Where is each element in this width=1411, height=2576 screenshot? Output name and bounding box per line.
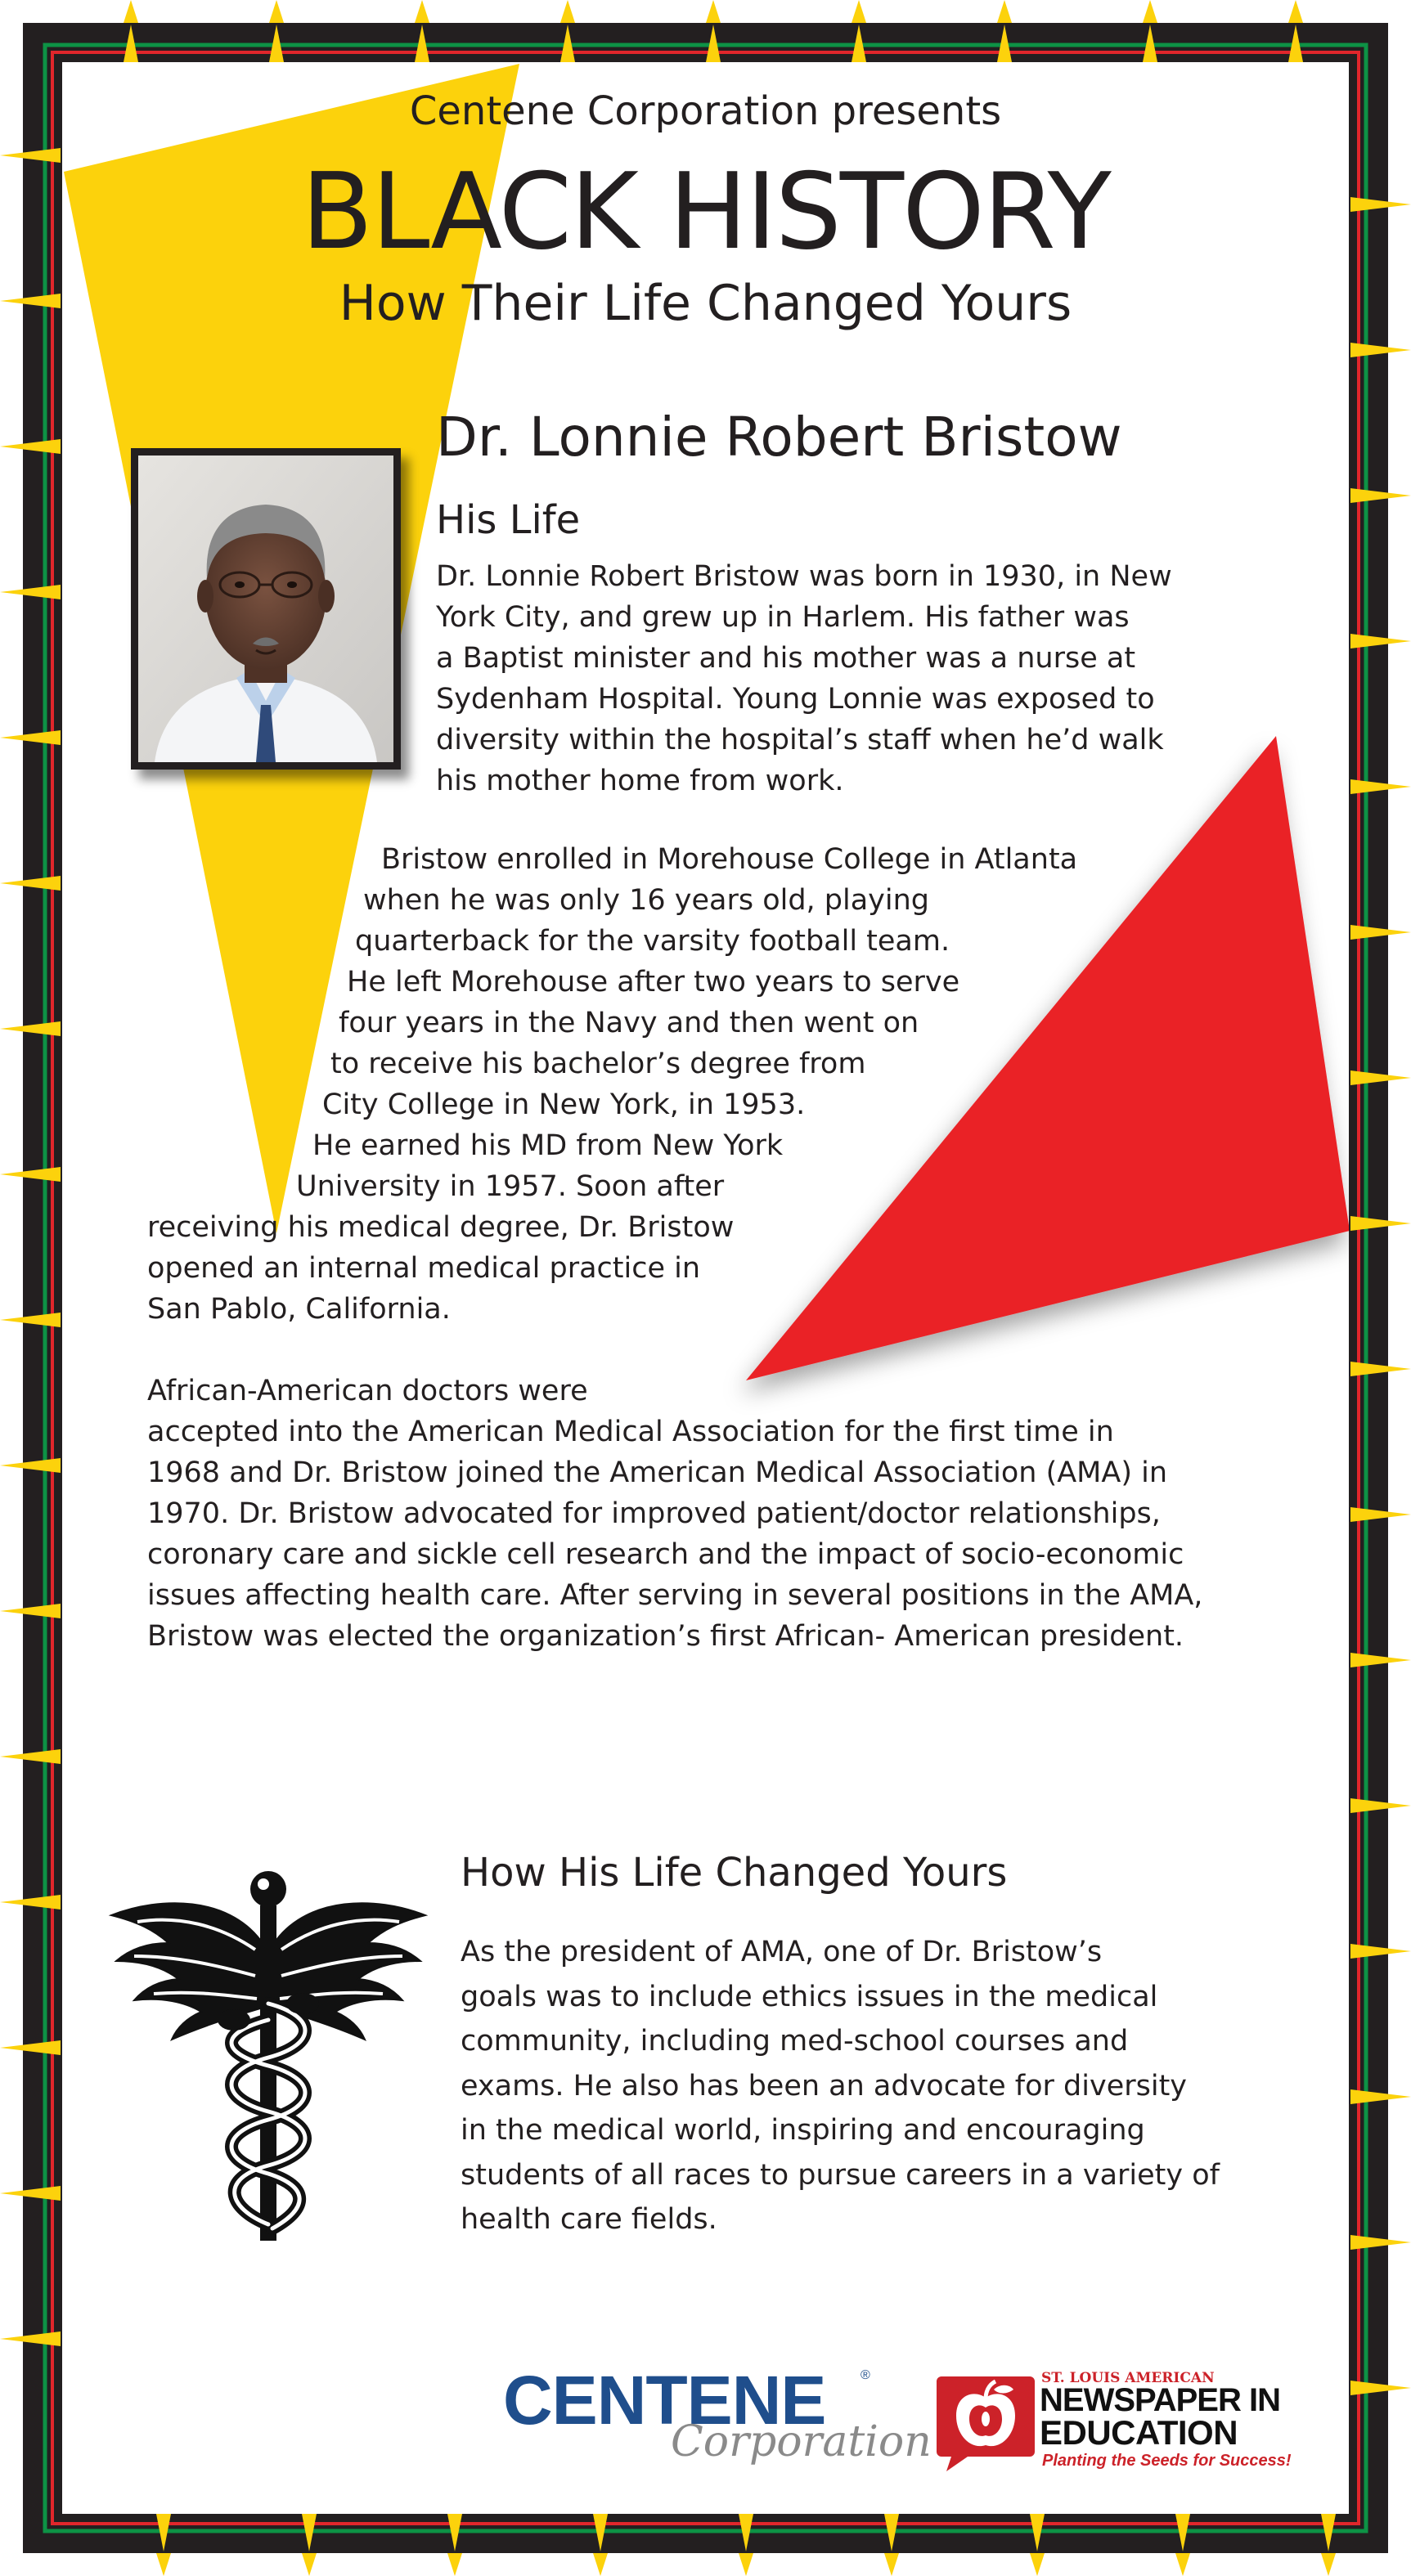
caduceus-icon bbox=[105, 1865, 432, 2249]
text-line: Bristow enrolled in Morehouse College in Atlanta bbox=[381, 843, 1078, 876]
paragraph-impact bbox=[461, 1930, 1220, 2242]
text-line: four years in the Navy and then went on bbox=[339, 1007, 919, 1039]
centene-logo bbox=[503, 2362, 932, 2486]
text-line: San Pablo, California. bbox=[147, 1293, 451, 1326]
border-spike bbox=[1321, 2553, 1336, 2576]
text-line: Dr. Lonnie Robert Bristow was born in 1930, in New bbox=[436, 560, 1172, 593]
text-line: his mother home from work. bbox=[436, 765, 844, 797]
border-spike bbox=[852, 0, 866, 23]
text-line: African-American doctors were bbox=[147, 1375, 588, 1407]
section-heading-changed: How His Life Changed Yours bbox=[461, 1850, 1008, 1896]
border-spike bbox=[1030, 2553, 1045, 2576]
text-line: community, including med-school courses and bbox=[461, 2025, 1129, 2058]
centene-subtitle: Corporation bbox=[671, 2417, 932, 2466]
text-line: As the president of AMA, one of Dr. Bristow’s bbox=[461, 1936, 1103, 1968]
text-line: goals was to include ethics issues in the medical bbox=[461, 1980, 1158, 2013]
paragraph-education bbox=[147, 839, 1077, 1330]
nie-line-1: NEWSPAPER IN bbox=[1040, 2382, 1280, 2418]
border-spike bbox=[447, 2553, 462, 2576]
border-spike bbox=[593, 2553, 608, 2576]
nie-line-2: EDUCATION bbox=[1040, 2413, 1238, 2452]
border-spike bbox=[156, 2553, 171, 2576]
nie-tagline: Planting the Seeds for Success! bbox=[1042, 2452, 1292, 2470]
text-line: accepted into the American Medical Association for the first time in bbox=[147, 1416, 1114, 1448]
text-line: diversity within the hospital’s staff when he’d walk bbox=[436, 724, 1164, 756]
portrait-illustration bbox=[138, 456, 393, 762]
text-line: Sydenham Hospital. Young Lonnie was exposed to bbox=[436, 683, 1155, 716]
border-spike bbox=[739, 2553, 753, 2576]
text-line: York City, and grew up in Harlem. His father was bbox=[436, 601, 1130, 634]
st-louis-american-label: ST. LOUIS AMERICAN bbox=[1041, 2370, 1215, 2386]
text-line: to receive his bachelor’s degree from bbox=[330, 1048, 866, 1080]
paragraph-ama bbox=[147, 1371, 1202, 1657]
text-line: He earned his MD from New York bbox=[312, 1129, 784, 1162]
text-line: health care fields. bbox=[461, 2203, 717, 2236]
text-line: 1970. Dr. Bristow advocated for improved patient/doctor relationships, bbox=[147, 1497, 1161, 1530]
text-line: exams. He also has been an advocate for diversity bbox=[461, 2069, 1188, 2103]
text-line: when he was only 16 years old, playing bbox=[363, 884, 930, 917]
text-line: issues affecting health care. After serving in several positions in the AMA, bbox=[147, 1579, 1203, 1612]
border-spike bbox=[302, 2553, 317, 2576]
text-line: coronary care and sickle cell research and the impact of socio-economic bbox=[147, 1538, 1184, 1571]
border-spike bbox=[124, 0, 138, 23]
text-line: City College in New York, in 1953. bbox=[322, 1088, 806, 1121]
section-heading-his-life: His Life bbox=[436, 497, 581, 543]
text-line: receiving his medical degree, Dr. Bristow bbox=[147, 1211, 735, 1244]
portrait-photo bbox=[131, 448, 401, 770]
text-line: Bristow was elected the organization’s first African- American president. bbox=[147, 1620, 1184, 1653]
newspaper-in-education-logo bbox=[935, 2370, 1295, 2480]
person-name: Dr. Lonnie Robert Bristow bbox=[436, 406, 1122, 469]
page-title: BLACK HISTORY bbox=[301, 151, 1110, 273]
border-spike bbox=[997, 0, 1012, 23]
text-line: 1968 and Dr. Bristow joined the American Medical Association (AMA) in bbox=[147, 1456, 1168, 1489]
border-spike bbox=[415, 0, 429, 23]
text-line: University in 1957. Soon after bbox=[296, 1170, 725, 1203]
apple-icon bbox=[935, 2373, 1036, 2473]
text-line: quarterback for the varsity football team. bbox=[355, 925, 950, 958]
border-spike bbox=[884, 2553, 899, 2576]
border-spike bbox=[706, 0, 721, 23]
text-line: students of all races to pursue careers in a variety of bbox=[461, 2158, 1220, 2192]
text-line: a Baptist minister and his mother was a nurse at bbox=[436, 642, 1136, 675]
page-subtitle: How Their Life Changed Yours bbox=[339, 275, 1072, 332]
text-line: in the medical world, inspiring and encouraging bbox=[461, 2114, 1145, 2147]
centene-wordmark: CENTENE bbox=[503, 2362, 826, 2439]
text-line: He left Morehouse after two years to serve bbox=[347, 966, 960, 999]
border-spike bbox=[1288, 0, 1303, 23]
border-spike bbox=[560, 0, 575, 23]
border-spike bbox=[1143, 0, 1157, 23]
text-line: opened an internal medical practice in bbox=[147, 1252, 701, 1285]
border-spike bbox=[1175, 2553, 1190, 2576]
border-spike bbox=[269, 0, 284, 23]
paragraph-early-life bbox=[436, 556, 1172, 801]
registered-mark: ® bbox=[861, 2368, 870, 2382]
presenter-line: Centene Corporation presents bbox=[409, 88, 1002, 134]
